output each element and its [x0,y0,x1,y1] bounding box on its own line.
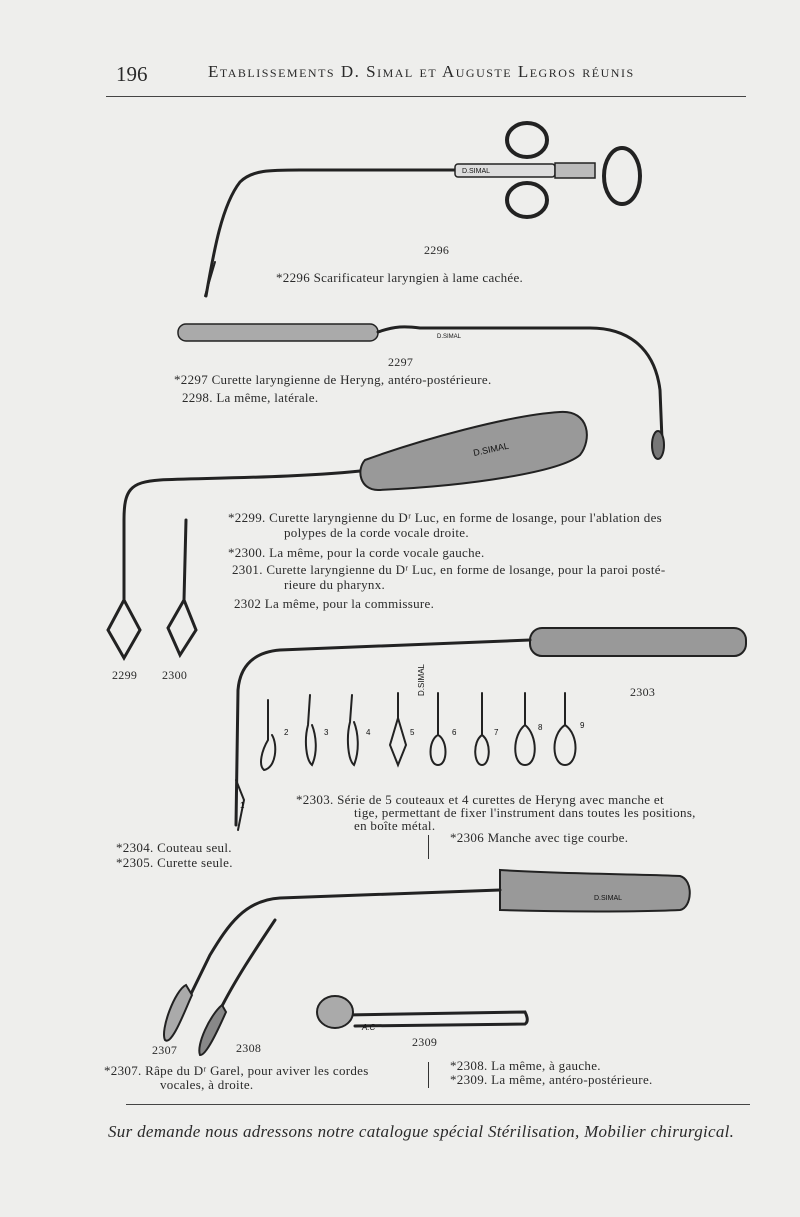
blade-number-9: 9 [580,721,585,730]
item-2301-line-2: rieure du pharynx. [284,577,386,592]
initials-2309: A.C [362,1023,376,1032]
figure-number-2296: 2296 [424,243,450,257]
blade-number-2: 2 [284,728,289,737]
item-description: La même, latérale. [216,390,319,405]
item-2308 [450,1058,601,1073]
item-description: La même, à gauche. [491,1058,601,1073]
item-description: La même, antéro-postérieure. [491,1072,653,1087]
item-code: *2303. [296,792,334,807]
blade-number-5: 5 [410,728,415,737]
item-description: La même, pour la corde vocale gauche. [269,545,485,560]
item-2296 [276,270,523,285]
column-divider-bottom [428,1062,429,1088]
blade-number-6: 6 [452,728,457,737]
item-description: La même, pour la commissure. [264,596,435,611]
item-2305 [116,855,233,870]
item-2302 [234,596,434,611]
blade-series-illustration [261,693,575,770]
item-code: 2298. [182,390,213,405]
blade-number-4: 4 [366,728,371,737]
footer-rule [126,1104,750,1105]
rape-antero-posterieure-illustration [317,996,527,1028]
figure-number-2309: 2309 [412,1035,438,1049]
item-2304 [116,840,232,855]
blade-number-3: 3 [324,728,329,737]
figure-number-2297: 2297 [388,355,414,369]
maker-mark-2296: D.SIMAL [462,168,491,175]
item-2297 [174,372,492,387]
figure-number-2303: 2303 [630,685,656,699]
running-header-title: Etablissements D. Simal et Auguste Legros réunis [208,62,635,81]
item-2303-line-3: en boîte métal. [354,818,436,833]
blade-number-8: 8 [538,723,543,732]
item-code: *2307. [104,1063,142,1078]
item-2299 [228,510,662,525]
item-2307-line-2: vocales, à droite. [160,1077,254,1092]
figure-number-2300: 2300 [162,668,188,682]
blade-number-1: 1 [240,801,245,810]
item-code: *2297 [174,372,208,387]
item-code: 2301. [232,562,263,577]
item-2298 [182,390,318,405]
item-code: *2309. [450,1072,488,1087]
item-2301 [232,562,665,577]
item-description-line-1: Série de 5 couteaux et 4 curettes de Heryng avec manche et [337,792,664,807]
maker-mark-2303: D.SIMAL [417,663,426,696]
item-code: *2299. [228,510,266,525]
column-divider [428,835,429,859]
item-description-line-1: Râpe du Dʳ Garel, pour aviver les cordes [145,1063,369,1078]
item-2300 [228,545,485,560]
blade-number-7: 7 [494,728,499,737]
maker-mark-2299: D.SIMAL [472,440,510,458]
item-2306 [450,830,628,845]
item-description: Scarificateur laryngien à lame cachée. [313,270,524,285]
maker-mark-2297: D.SIMAL [437,334,462,340]
item-description-line-1: Curette laryngienne du Dʳ Luc, en forme de losange, pour la paroi posté- [266,562,666,577]
item-description: Curette seule. [157,855,233,870]
maker-mark-2307: D.SIMAL [594,895,623,902]
item-description-line-1: Curette laryngienne du Dʳ Luc, en forme de losange, pour l'ablation des [269,510,663,525]
item-description: Manche avec tige courbe. [487,830,629,845]
item-description: Couteau seul. [157,840,232,855]
item-code: *2305. [116,855,154,870]
figure-number-2299: 2299 [112,668,138,682]
item-2307 [104,1063,369,1078]
item-code: *2306 [450,830,484,845]
item-description: Curette laryngienne de Heryng, antéro-postérieure. [211,372,492,387]
page-number: 196 [116,62,148,86]
item-2309 [450,1072,653,1087]
rape-gauche-illustration [199,920,275,1055]
item-code: *2296 [276,270,310,285]
footer-note: Sur demande nous adressons notre catalogue spécial Stérilisation, Mobilier chirurgical. [108,1122,735,1141]
figure-number-2307: 2307 [152,1043,178,1057]
item-2299-line-2: polypes de la corde vocale droite. [284,525,469,540]
item-code: *2300. [228,545,266,560]
item-code: *2304. [116,840,154,855]
figure-number-2308: 2308 [236,1041,262,1055]
item-code: *2308. [450,1058,488,1073]
item-code: 2302 [234,596,262,611]
item-2303-line-2: tige, permettant de fixer l'instrument dans toutes les positions, [354,805,696,820]
